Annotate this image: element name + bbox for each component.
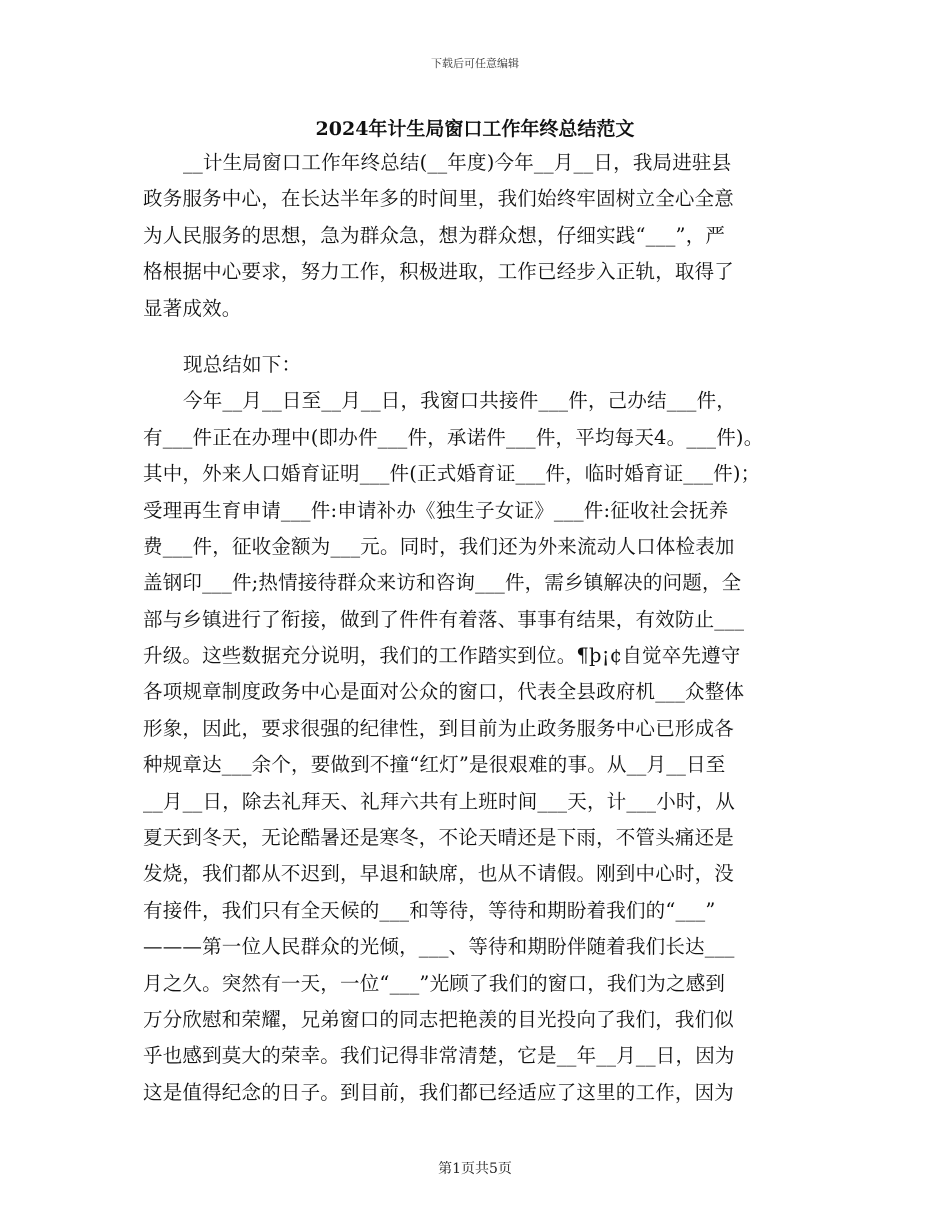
- paragraph-line: 万分欣慰和荣耀，兄弟窗口的同志把艳羡的目光投向了我们，我们似: [143, 1007, 735, 1031]
- paragraph-line: 政务服务中心，在长达半年多的时间里，我们始终牢固树立全心全意: [143, 187, 735, 211]
- paragraph-line: 现总结如下：: [183, 352, 302, 376]
- paragraph-line: 为人民服务的思想，急为群众急，想为群众想，仔细实践“___”，严: [143, 223, 726, 247]
- paragraph-line: 受理再生育申请___件:申请补办《独生子女证》___件:征收社会抚养: [143, 498, 729, 522]
- paragraph-line: 费___件，征收金额为___元。同时，我们还为外来流动人口体检表加: [143, 534, 735, 558]
- paragraph-line: 有___件正在办理中(即办件___件，承诺件___件，平均每天4。___件)。: [143, 425, 764, 449]
- document-body: [143, 145, 843, 1111]
- page-number: 第1页共5页: [438, 1161, 512, 1177]
- paragraph-line: 发烧，我们都从不迟到，早退和缺席，也从不请假。刚到中心时，没: [143, 862, 735, 886]
- paragraph-line: 显著成效。: [143, 296, 242, 320]
- paragraph-line: 这是值得纪念的日子。到目前，我们都已经适应了这里的工作，因为: [143, 1080, 735, 1104]
- paragraph-line: 有接件，我们只有全天候的___和等待，等待和期盼着我们的“___”: [143, 898, 716, 922]
- header-note: 下载后可任意编辑: [431, 57, 519, 70]
- paragraph-line: 今年__月__日至__月__日，我窗口共接件___件，己办结___件，: [183, 389, 737, 413]
- paragraph-line: 夏天到冬天，无论酷暑还是寒冬，不论天晴还是下雨，不管头痛还是: [143, 826, 735, 850]
- document-title: 2024年计生局窗口工作年终总结范文: [315, 118, 635, 140]
- paragraph-line: 部与乡镇进行了衔接，做到了件件有着落、事事有结果，有效防止___: [143, 607, 745, 631]
- paragraph-line: 各项规章制度政务中心是面对公众的窗口，代表全县政府机___众整体: [143, 680, 745, 704]
- paragraph-line: 盖钢印___件;热情接待群众来访和咨询___件，需乡镇解决的问题，全: [143, 571, 742, 595]
- paragraph-line: __计生局窗口工作年终总结(__年度)今年__月__日，我局进驻县: [183, 151, 732, 174]
- paragraph-line: 形象，因此，要求很强的纪律性，到目前为止政务服务中心已形成各: [143, 716, 735, 740]
- paragraph-line: 月之久。突然有一天，一位“___”光顾了我们的窗口，我们为之感到: [143, 971, 726, 995]
- paragraph-line: 种规章达___余个，要做到不撞“红灯”是很艰难的事。从__月__日至: [143, 753, 726, 777]
- paragraph-line: __月__日，除去礼拜天、礼拜六共有上班时间___天，计___小时，从: [143, 789, 736, 813]
- paragraph-line: ———第一位人民群众的光倾，___、等待和期盼伴随着我们长达___: [143, 935, 735, 959]
- paragraph-line: 乎也感到莫大的荣幸。我们记得非常清楚，它是__年__月__日，因为: [143, 1044, 735, 1068]
- paragraph-line: 格根据中心要求，努力工作，积极进取，工作已经步入正轨，取得了: [143, 260, 735, 284]
- paragraph-line: 其中，外来人口婚育证明___件(正式婚育证___件，临时婚育证___件)；: [143, 462, 761, 486]
- paragraph-line: 升级。这些数据充分说明，我们的工作踏实到位。¶þ¡¢自觉卒先遵守: [143, 644, 741, 668]
